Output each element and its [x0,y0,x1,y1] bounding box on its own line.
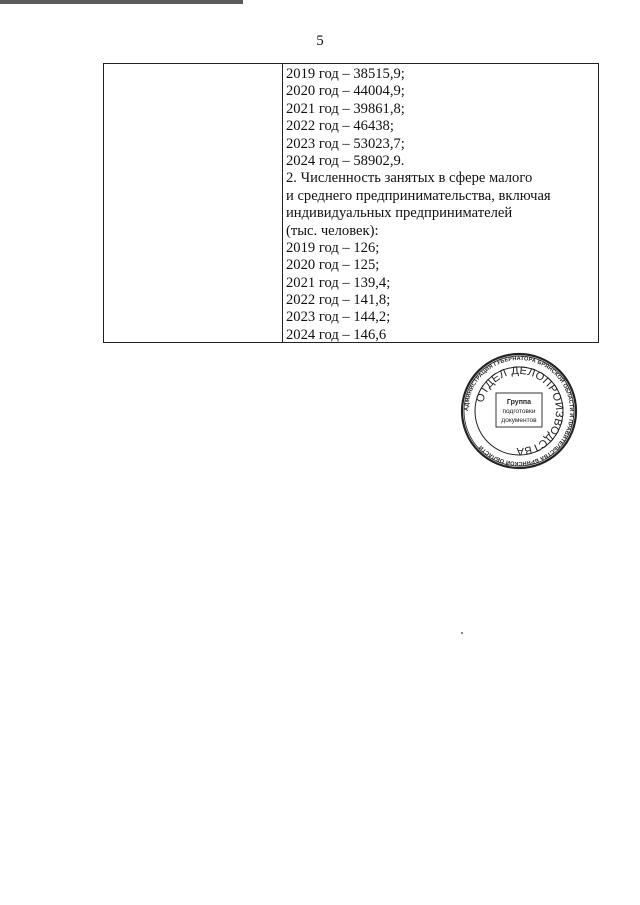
table-line: 2022 год – 141,8; [286,292,391,309]
scan-speck [461,632,463,634]
table-right-cell [283,64,598,342]
table-line: индивидуальных предпринимателей [286,205,513,222]
table-line: 2020 год – 44004,9; [286,83,405,100]
table-line: 2021 год – 139,4; [286,274,391,291]
table-line: 2024 год – 58902,9. [286,152,405,169]
table-line: (тыс. человек): [286,222,379,239]
stamp-inner-text: ОТДЕЛ ДЕЛОПРОИЗВОДСТВА [474,364,566,458]
table-line: 2023 год – 144,2; [286,309,391,326]
table-line: 2020 год – 125; [286,257,380,274]
page-number: 5 [316,33,324,49]
table-line: 2019 год – 38515,9; [286,66,405,82]
official-stamp [460,352,578,470]
table-line: 2021 год – 39861,8; [286,100,405,117]
stamp-graphic [460,352,578,470]
table-line: 2019 год – 126; [286,239,380,256]
table-line: и среднего предпринимательства, включая [286,187,551,204]
table-line: 2023 год – 53023,7; [286,135,405,152]
table-left-cell [104,64,283,342]
stamp-outer-text: АДМИНИСТРАЦИЯ ГУБЕРНАТОРА БРЯНСКОЙ ОБЛАСТИ И ПРАВИТЕЛЬСТВА БРЯНСКОЙ ОБЛАСТИ [463,355,575,467]
table-line: 2022 год – 46438; [286,118,394,135]
table-line: 2024 год – 146,6 [286,326,387,343]
top-rule [0,0,243,4]
stamp-center-line-1: Группа [506,399,532,406]
table-line: 2. Численность занятых в сфере малого [286,170,533,187]
stamp-center-line-2: подготовки [502,408,536,415]
data-table [103,63,599,343]
stamp-center-line-3: документов [501,417,537,424]
